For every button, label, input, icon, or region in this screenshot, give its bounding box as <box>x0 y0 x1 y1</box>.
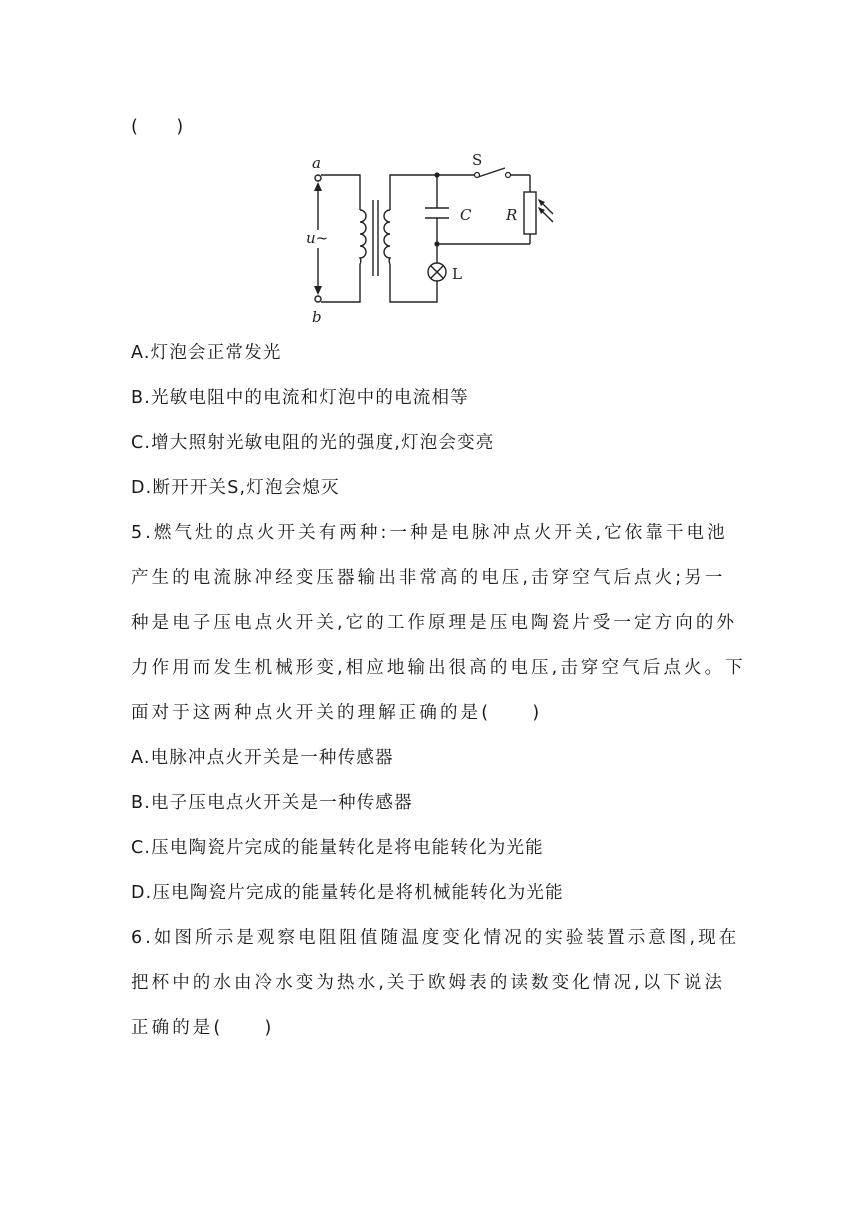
label-C: C <box>460 206 472 224</box>
q5-text-line: 产生的电流脉冲经变压器输出非常高的电压,击穿空气后点火;另一 <box>131 568 726 588</box>
top-answer-bracket: ( ) <box>131 117 185 137</box>
label-b: b <box>312 308 322 326</box>
q5-option-b: B.电子压电点火开关是一种传感器 <box>131 793 413 813</box>
q4-option-b: B.光敏电阻中的电流和灯泡中的电流相等 <box>131 388 469 408</box>
label-u: u~ <box>306 229 329 247</box>
q4-option-c: C.增大照射光敏电阻的光的强度,灯泡会变亮 <box>131 433 495 453</box>
q6-text-line: 正确的是( ) <box>131 1018 275 1038</box>
label-L: L <box>452 265 462 283</box>
photoresistor-R <box>524 192 536 234</box>
switch-S-blade <box>478 168 505 177</box>
q5-text-line: 力作用而发生机械形变,相应地输出很高的电压,击穿空气后点火。下 <box>131 658 746 678</box>
label-S: S <box>472 151 483 169</box>
q5-option-c: C.压电陶瓷片完成的能量转化是将电能转化为光能 <box>131 838 544 858</box>
q5-text-line: 面对于这两种点火开关的理解正确的是( ) <box>131 703 543 723</box>
q5-text-line: 5.燃气灶的点火开关有两种:一种是电脉冲点火开关,它依靠干电池 <box>131 523 728 543</box>
q4-option-d: D.断开开关S,灯泡会熄灭 <box>131 478 340 498</box>
q4-option-a: A.灯泡会正常发光 <box>131 343 282 363</box>
circuit-diagram <box>0 0 860 340</box>
q5-option-a: A.电脉冲点火开关是一种传感器 <box>131 748 394 768</box>
primary-coil <box>360 210 366 264</box>
q6-text-line: 6.如图所示是观察电阻阻值随温度变化情况的实验装置示意图,现在 <box>131 928 740 948</box>
q5-text-line: 种是电子压电点火开关,它的工作原理是压电陶瓷片受一定方向的外 <box>131 613 738 633</box>
terminal-b <box>315 296 321 302</box>
q5-option-d: D.压电陶瓷片完成的能量转化是将机械能转化为光能 <box>131 883 564 903</box>
label-R: R <box>506 206 518 224</box>
secondary-coil <box>384 210 390 264</box>
q6-text-line: 把杯中的水由冷水变为热水,关于欧姆表的读数变化情况,以下说法 <box>131 973 726 993</box>
label-a: a <box>312 154 321 172</box>
terminal-a <box>315 175 321 181</box>
